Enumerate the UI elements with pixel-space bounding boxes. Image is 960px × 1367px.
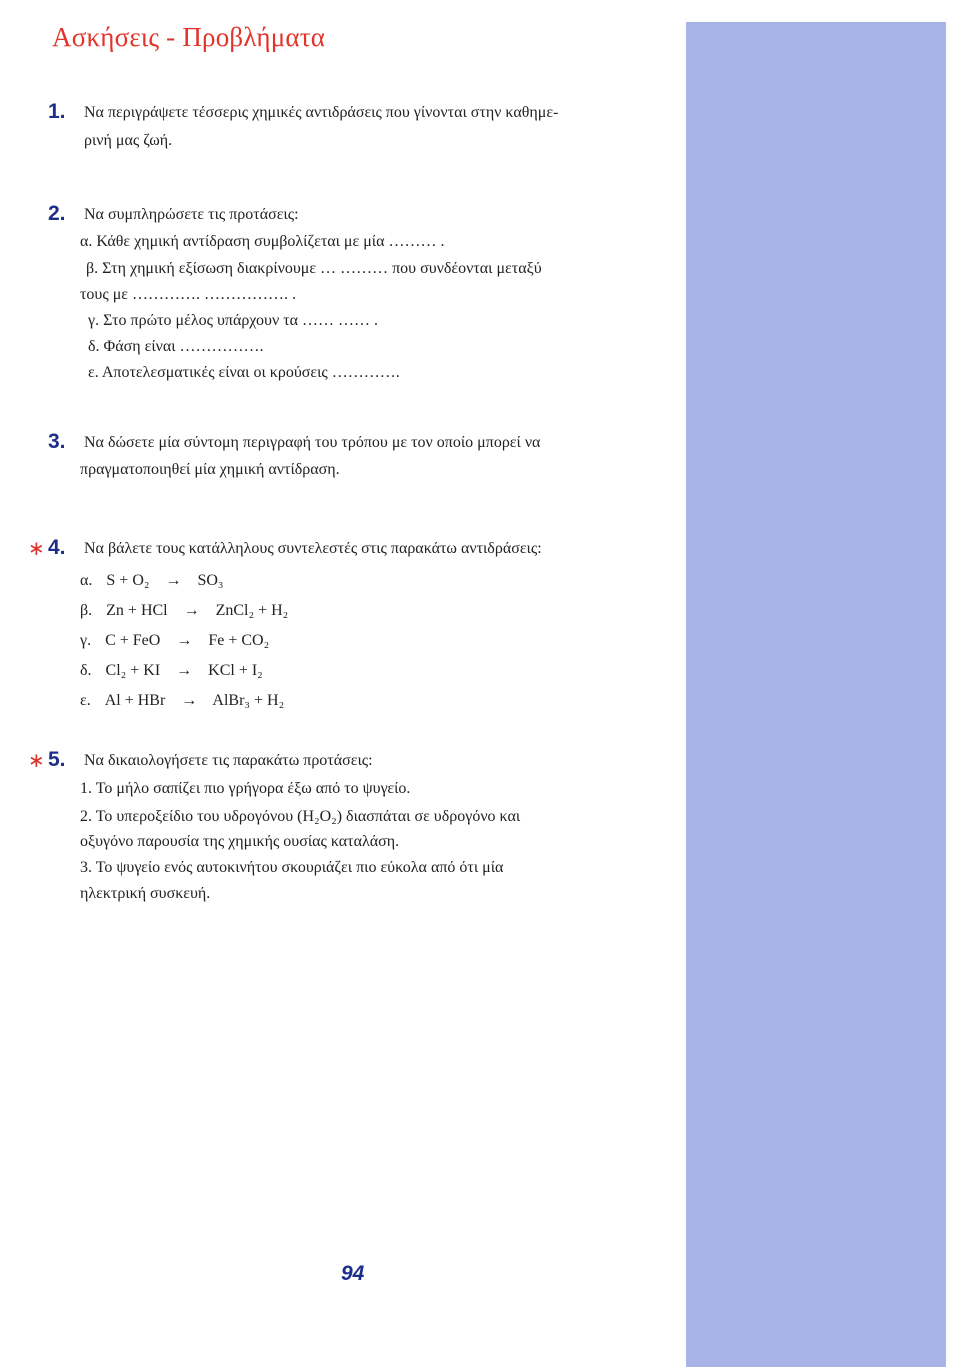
reaction (80, 602, 288, 620)
exercise-text: Να βάλετε τους κατάλληλους συντελεστές στις παρακάτω αντιδράσεις: (84, 540, 542, 557)
reaction-label: α. (80, 572, 93, 589)
reaction-products: KCl + I₂ (208, 662, 263, 679)
arrow-icon: → (176, 662, 193, 679)
asterisk-icon: ∗ (28, 748, 45, 772)
exercise-text: γ. Στο πρώτο μέλος υπάρχουν τα …… …… . (88, 312, 379, 329)
exercise-text: β. Στη χημική εξίσωση διακρίνουμε … ……… που συνδέονται μεταξύ (86, 260, 542, 277)
reaction (80, 572, 223, 590)
exercise-text: τους με …………. ……………. . (80, 286, 296, 303)
exercise-text: ηλεκτρική συσκευή. (80, 885, 211, 902)
reaction-products: AlBr₃ + H₂ (212, 692, 285, 709)
exercise-number: 3. (48, 430, 66, 453)
exercise-text: ε. Αποτελεσματικές είναι οι κρούσεις …………. (88, 364, 400, 381)
page-number: 94 (341, 1262, 365, 1285)
exercise-text: 2. Το υπεροξείδιο του υδρογόνου (H₂O₂) διασπάται σε υδρογόνο και (80, 808, 521, 825)
reaction-reactants: S + O₂ (106, 572, 150, 589)
exercise-number: 2. (48, 202, 66, 225)
exercise-number: 4. (48, 536, 66, 559)
reaction-reactants: Cl₂ + KI (105, 662, 161, 679)
exercise-text: πραγματοποιηθεί μία χημική αντίδραση. (80, 461, 340, 478)
reaction (80, 662, 263, 680)
exercise-text: δ. Φάση είναι ……………. (88, 338, 264, 355)
reaction-label: β. (80, 602, 93, 619)
decorative-sidebar (686, 22, 946, 1367)
reaction (80, 632, 269, 650)
reaction (80, 692, 284, 710)
reaction-products: ZnCl₂ + H₂ (215, 602, 289, 619)
exercise-text: α. Κάθε χημική αντίδραση συμβολίζεται με μία ……… . (80, 233, 445, 250)
exercise-number: 5. (48, 748, 66, 771)
reaction-label: γ. (80, 632, 92, 649)
arrow-icon: → (183, 602, 200, 619)
page-title: Ασκήσεις - Προβλήματα (52, 22, 326, 52)
exercise-text: Να συμπληρώσετε τις προτάσεις: (84, 206, 299, 223)
exercise-text: 3. Το ψυγείο ενός αυτοκινήτου σκουριάζει πιο εύκολα από ότι μία (80, 859, 504, 876)
exercise-text: Να περιγράψετε τέσσερις χημικές αντιδράσεις που γίνονται στην καθημε- (84, 104, 559, 121)
exercise-text: Να δώσετε μία σύντομη περιγραφή του τρόπου με τον οποίο μπορεί να (84, 434, 541, 451)
reaction-products: SO₃ (197, 572, 224, 589)
exercise-text: 1. Το μήλο σαπίζει πιο γρήγορα έξω από το ψυγείο. (80, 780, 411, 797)
exercise-number: 1. (48, 100, 66, 123)
reaction-label: δ. (80, 662, 92, 679)
reaction-products: Fe + CO₂ (208, 632, 270, 649)
asterisk-icon: ∗ (28, 536, 45, 560)
reaction-reactants: Zn + HCl (106, 602, 168, 619)
exercise-text: Να δικαιολογήσετε τις παρακάτω προτάσεις: (84, 752, 373, 769)
reaction-reactants: Al + HBr (104, 692, 166, 709)
arrow-icon: → (181, 692, 198, 709)
reaction-reactants: C + FeO (105, 632, 161, 649)
reaction-label: ε. (80, 692, 91, 709)
arrow-icon: → (176, 632, 193, 649)
exercise-text: οξυγόνο παρουσία της χημικής ουσίας καταλάση. (80, 833, 400, 850)
arrow-icon: → (165, 572, 182, 589)
exercise-text: ρινή μας ζωή. (84, 132, 173, 149)
